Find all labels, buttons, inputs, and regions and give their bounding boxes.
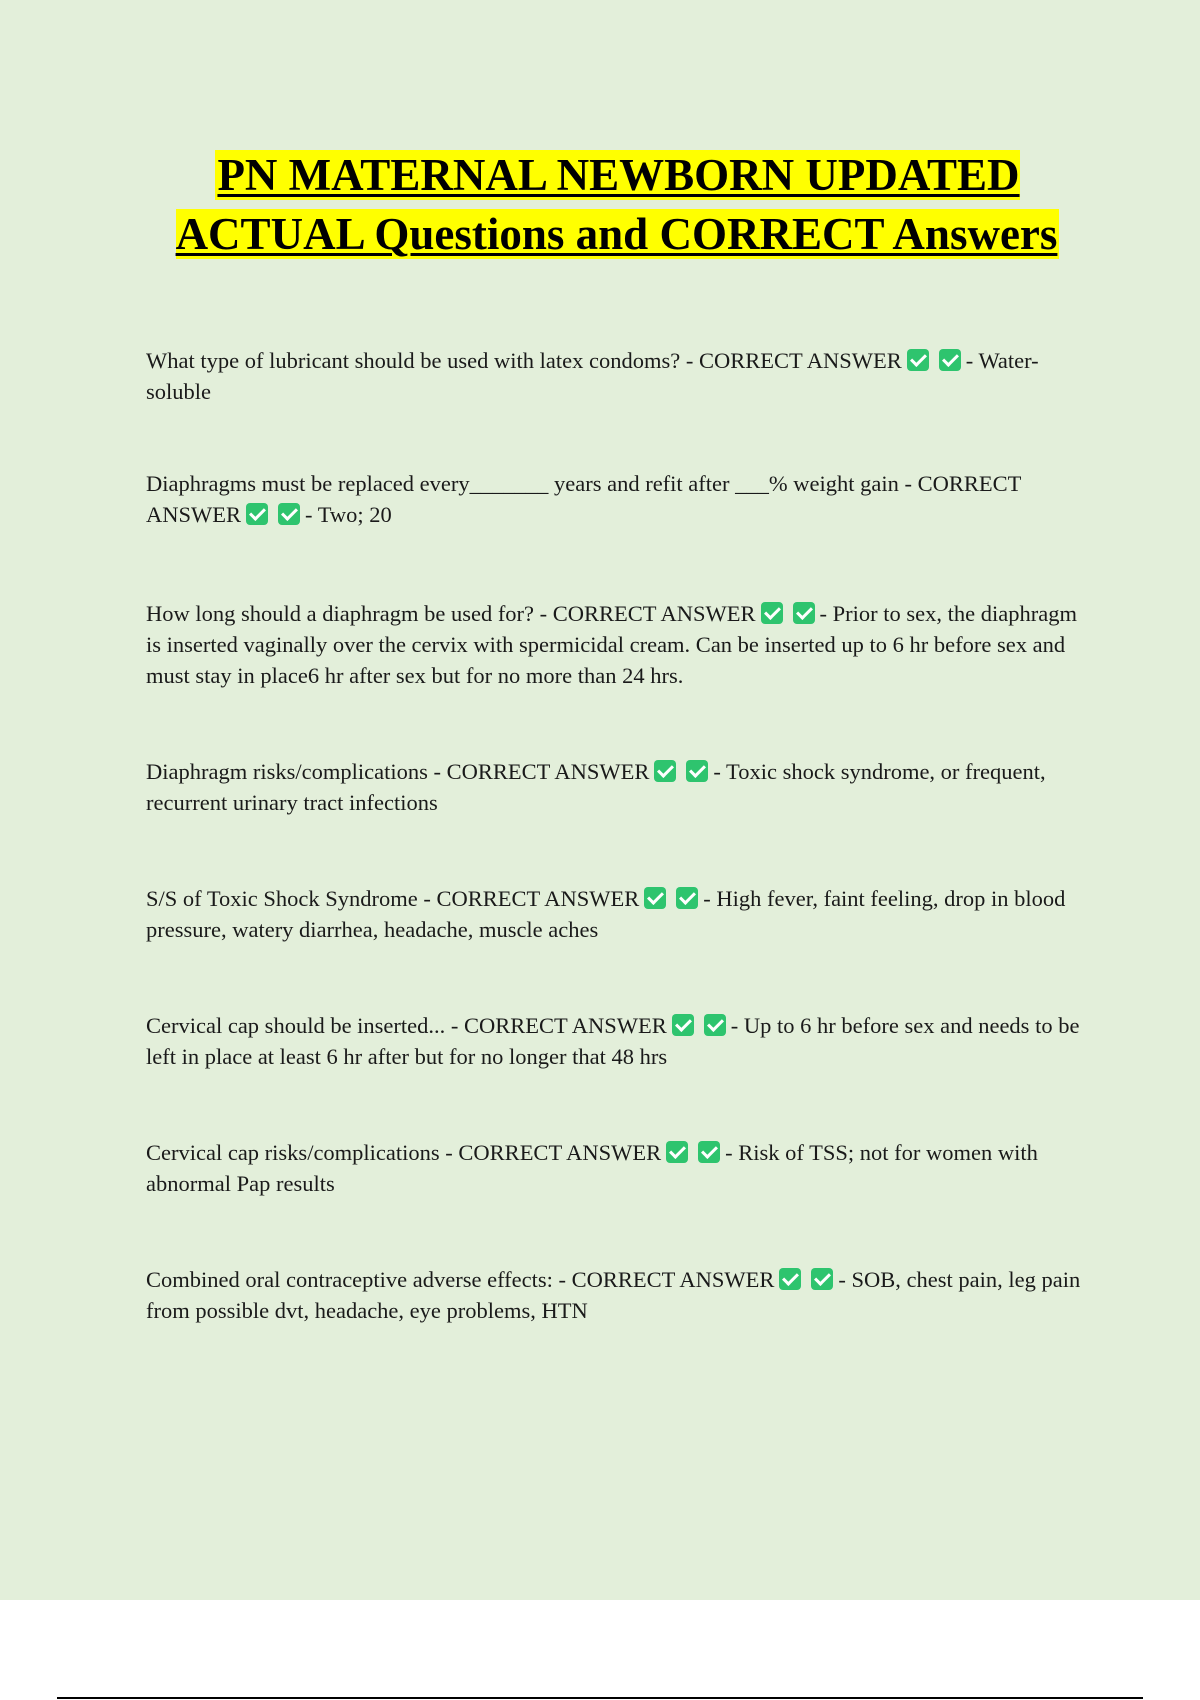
qa-item: S/S of Toxic Shock Syndrome - CORRECT ANSWER - High fever, faint feeling, drop in blood pressure, watery diarrhea, headache, muscle aches <box>146 886 1066 942</box>
question-text: S/S of Toxic Shock Syndrome - <box>146 886 437 911</box>
question-text: Diaphragms must be replaced every_______ years and refit after ___% weight gain - <box>146 471 918 496</box>
answer-text: SOB, chest pain, leg pain from possible dvt, headache, eye problems, HTN <box>146 1267 1081 1323</box>
answer-label: CORRECT ANSWER <box>699 348 902 373</box>
answer-text: Two; 20 <box>317 502 392 527</box>
answer-text: Toxic shock syndrome, or frequent, recurrent urinary tract infections <box>146 759 1046 815</box>
question-text: Diaphragm risks/complications - <box>146 759 447 784</box>
footer-divider <box>57 1697 1143 1699</box>
answer-label: CORRECT ANSWER <box>436 886 640 911</box>
answer-label: CORRECT ANSWER <box>552 601 756 626</box>
check-box-icon <box>686 760 708 782</box>
answer-label: CORRECT ANSWER <box>464 1013 667 1038</box>
check-box-icon <box>644 887 666 909</box>
answer-text: Prior to sex, the diaphragm is inserted vaginally over the cervix with spermicidal cream. Can be inserted up to 6 hr before sex and must stay in place6 hr after sex but for no more than 24 hrs. <box>146 601 1077 688</box>
qa-item: What type of lubricant should be used with latex condoms? - CORRECT ANSWER - Water-soluble <box>146 348 1039 404</box>
check-box-icon <box>246 503 268 525</box>
answer-label: CORRECT ANSWER <box>146 471 1021 527</box>
qa-item: Diaphragms must be replaced every_______ years and refit after ___% weight gain - CORRECT ANSWER - Two; 20 <box>146 471 1021 527</box>
question-text: Cervical cap risks/complications - <box>146 1140 459 1165</box>
answer-label: CORRECT ANSWER <box>446 759 650 784</box>
answer-text: Water-soluble <box>146 348 1039 404</box>
answer-label: CORRECT ANSWER <box>458 1140 662 1165</box>
page-title <box>140 146 1095 264</box>
check-box-icon <box>278 503 300 525</box>
answer-text: High fever, faint feeling, drop in blood pressure, watery diarrhea, headache, muscle aches <box>146 886 1066 942</box>
answer-text: Risk of TSS; not for women with abnormal Pap results <box>146 1140 1038 1196</box>
check-box-icon <box>704 1014 726 1036</box>
check-box-icon <box>676 887 698 909</box>
check-box-icon <box>698 1141 720 1163</box>
answer-text: Up to 6 hr before sex and needs to be left in place at least 6 hr after but for no longer that 48 hrs <box>146 1013 1080 1069</box>
qa-item: Diaphragm risks/complications - CORRECT ANSWER - Toxic shock syndrome, or frequent, recurrent urinary tract infections <box>146 759 1046 815</box>
answer-label: CORRECT ANSWER <box>571 1267 775 1292</box>
check-box-icon <box>811 1268 833 1290</box>
question-text: Cervical cap should be inserted... - <box>146 1013 465 1038</box>
check-box-icon <box>907 349 929 371</box>
check-box-icon <box>939 349 961 371</box>
qa-item: Cervical cap should be inserted... - CORRECT ANSWER - Up to 6 hr before sex and needs to be left in place at least 6 hr after but for no longer that 48 hrs <box>146 1013 1080 1069</box>
check-box-icon <box>779 1268 801 1290</box>
page-title-text: PN MATERNAL NEWBORN UPDATED ACTUAL Questions and CORRECT Answers <box>175 150 1058 259</box>
question-text: How long should a diaphragm be used for? - <box>146 601 553 626</box>
question-text: What type of lubricant should be used with latex condoms? - <box>146 348 699 373</box>
check-box-icon <box>654 760 676 782</box>
check-box-icon <box>761 602 783 624</box>
question-text: Combined oral contraceptive adverse effects: - <box>146 1267 572 1292</box>
qa-item: How long should a diaphragm be used for? - CORRECT ANSWER - Prior to sex, the diaphragm is inserted vaginally over the cervix with spermicidal cream. Can be inserted up to 6 hr before sex and must stay in place6 hr after sex but for no more than 24 hrs. <box>146 601 1077 688</box>
qa-item: Cervical cap risks/complications - CORRECT ANSWER - Risk of TSS; not for women with abnormal Pap results <box>146 1140 1038 1196</box>
check-box-icon <box>793 602 815 624</box>
qa-item: Combined oral contraceptive adverse effects: - CORRECT ANSWER - SOB, chest pain, leg pain from possible dvt, headache, eye problems, HTN <box>146 1267 1081 1323</box>
check-box-icon <box>672 1014 694 1036</box>
check-box-icon <box>666 1141 688 1163</box>
title-block <box>140 146 1095 264</box>
